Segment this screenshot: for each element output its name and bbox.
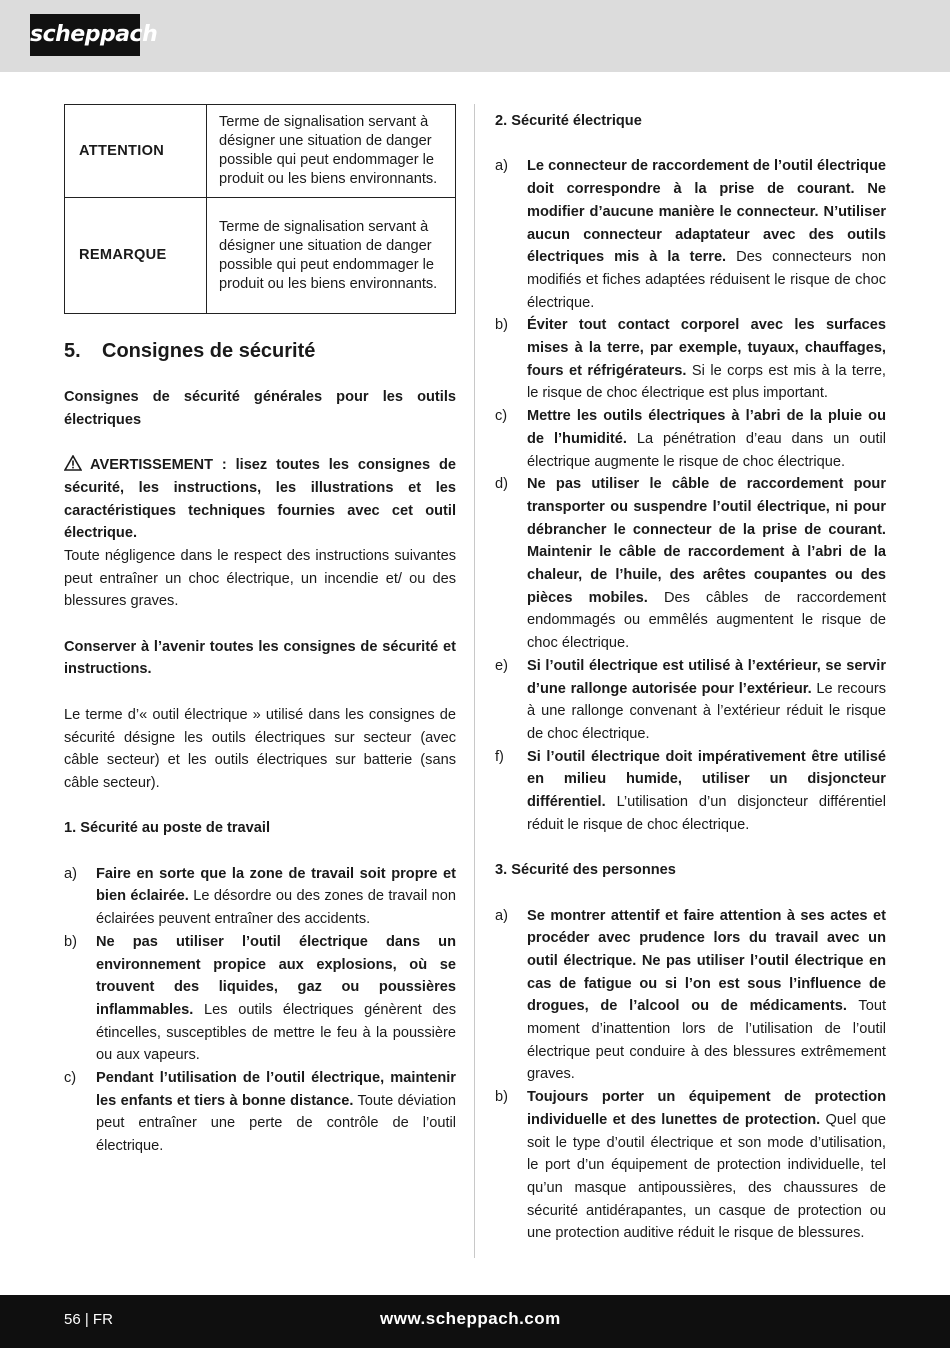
item-bold-text: Si l’outil électrique doit impérativement être utilisé en milieu humide, utiliser un disjoncteur différentiel. — [527, 748, 886, 811]
item-label: f) — [495, 748, 504, 765]
item-bold-text: Ne pas utiliser l’outil électrique dans un environnement propice aux explosions, où se trouvent des liquides, gaz ou poussières inflammables. — [96, 933, 456, 1018]
general-safety-heading: Consignes de sécurité générales pour les outils électriques — [64, 389, 456, 428]
website-link[interactable]: www.scheppach.com — [380, 1309, 561, 1328]
item-text — [527, 155, 886, 314]
signal-word-table — [64, 104, 456, 314]
item-bold-text: Éviter tout contact corporel avec les surfaces mises à la terre, par exemple, tuyaux, chauffages, fours et réfrigérateurs. — [527, 317, 886, 379]
item-text — [527, 746, 886, 837]
item-plain-text: Si le corps est mis à la terre, le risque de choc électrique est plus important. — [527, 362, 886, 402]
item-text — [96, 1067, 456, 1158]
list-item — [495, 655, 886, 746]
item-bold-text: Se montrer attentif et faire attention à ses actes et procéder avec prudence lors du travail avec un outil électrique. Ne pas utiliser l’outil électrique en cas de fatigue ou si l’on est sous l’influence de drogues, de l’alcool ou de médicaments. — [527, 907, 886, 1015]
subsection-heading: 1. Sécurité au poste de travail — [64, 820, 271, 837]
list-item — [495, 746, 886, 837]
item-label: b) — [495, 317, 508, 334]
item-plain-text: Le désordre ou des zones de travail non éclairées peuvent entraîner des accidents. — [96, 888, 457, 928]
item-plain-text: L’utilisation d’un disjoncteur différentiel réduit le risque de choc électrique. — [527, 794, 886, 833]
item-text — [527, 473, 886, 655]
right-column — [495, 104, 886, 1245]
left-column — [64, 104, 456, 1158]
list-item — [495, 405, 886, 473]
section-title: Consignes de sécurité — [102, 340, 316, 362]
signal-term: REMARQUE — [65, 198, 207, 314]
item-label: d) — [495, 476, 508, 493]
item-label: a) — [495, 907, 508, 924]
item-bold-text: Pendant l’utilisation de l’outil électrique, maintenir les enfants et tiers à bonne distance. — [96, 1070, 456, 1109]
warning-paragraph — [64, 454, 456, 545]
signal-term: ATTENTION — [65, 105, 207, 198]
signal-description: Terme de signalisation servant à désigner une situation de danger possible qui peut endommager le produit ou les biens environnants. — [207, 198, 456, 314]
item-bold-text: Ne pas utiliser le câble de raccordement pour transporter ou suspendre l’outil électrique, ni pour débrancher le connecteur de la prise de courant. Maintenir le câble de raccordement à l’abri de la chaleur, de l’huile, des arêtes coupantes ou des pièces mobiles. — [527, 476, 886, 606]
item-plain-text: La pénétration d’eau dans un outil électrique augmente le risque de choc électrique. — [527, 430, 886, 470]
item-bold-text: Faire en sorte que la zone de travail soit propre et bien éclairée. — [96, 865, 456, 905]
list-item — [64, 931, 456, 1067]
list-item — [495, 905, 886, 1087]
subsection-heading: 2. Sécurité électrique — [495, 113, 642, 129]
signal-description: Terme de signalisation servant à désigner une situation de danger possible qui peut endommager le produit ou les biens environnants. — [207, 105, 456, 198]
section-number: 5. — [64, 340, 81, 362]
item-plain-text: Quel que soit le type d’outil électrique et son mode d’utilisation, le port d’un équipement de protection individuelle, tel qu’un masque antipoussières, des chaussures de sécurité antidérapantes, un casque de protection ou une protection auditive réduit le risque de blessures. — [527, 1111, 886, 1242]
item-text — [527, 314, 886, 405]
warning-bold-text: AVERTISSEMENT : lisez toutes les consignes de sécurité, les instructions, les illustrations et les caractéristiques techniques fournies avec cet outil électrique. — [64, 457, 456, 542]
page-header — [0, 0, 950, 72]
item-plain-text: Des câbles de raccordement endommagés ou emmêlés augmentent le risque de choc électrique. — [527, 589, 886, 652]
section-heading — [64, 338, 456, 364]
item-text — [527, 655, 886, 746]
item-plain-text: Des connecteurs non modifiés et fiches adaptées réduisent le risque de choc électrique. — [527, 249, 887, 311]
warning-text: Toute négligence dans le respect des instructions suivantes peut entraîner un choc électrique, un incendie et/ ou des blessures graves. — [64, 547, 456, 610]
item-label: c) — [64, 1070, 77, 1087]
page-number: 56 | FR — [64, 1311, 113, 1328]
item-text — [96, 931, 456, 1067]
item-plain-text: Les outils électriques génèrent des étincelles, susceptibles de mettre le feu à la poussière ou aux vapeurs. — [96, 1001, 456, 1064]
warning-triangle-icon — [64, 455, 82, 471]
term-definition: Le terme d’« outil électrique » utilisé dans les consignes de sécurité désigne les outils électriques sur secteur (avec câble secteur) et les outils électriques sur batterie (sans câble secteur). — [64, 706, 456, 791]
item-label: b) — [495, 1089, 508, 1106]
keep-instructions: Conserver à l’avenir toutes les consignes de sécurité et instructions. — [64, 638, 456, 678]
item-text — [527, 405, 886, 473]
subsection-heading: 3. Sécurité des personnes — [495, 862, 676, 879]
item-bold-text: Mettre les outils électriques à l’abri de la pluie ou de l’humidité. — [527, 408, 886, 447]
item-bold-text: Le connecteur de raccordement de l’outil électrique doit correspondre à la prise de courant. Ne modifier d’aucune manière le connecteur. N’utiliser aucun connecteur adaptateur avec des outils électriques mis à la terre. — [527, 158, 886, 266]
item-plain-text: Tout moment d’inattention lors de l’utilisation de l’outil électrique peut conduire à des blessures extrêmement graves. — [527, 998, 886, 1083]
column-divider — [474, 104, 475, 1258]
item-label: b) — [64, 933, 77, 950]
scheppach-logo: scheppach — [30, 14, 140, 56]
item-text — [527, 905, 886, 1087]
item-text — [96, 863, 456, 931]
item-label: a) — [495, 158, 508, 175]
item-label: c) — [495, 408, 508, 425]
item-label: a) — [64, 865, 77, 882]
list-item — [495, 155, 886, 314]
list-item — [495, 473, 886, 655]
table-row — [65, 198, 456, 314]
item-bold-text: Si l’outil électrique est utilisé à l’extérieur, se servir d’une rallonge autorisée pour l’extérieur. — [527, 657, 886, 697]
list-item — [64, 863, 456, 931]
item-label: e) — [495, 657, 508, 674]
item-plain-text: Toute déviation peut entraîner une perte de contrôle de l’outil électrique. — [96, 1092, 456, 1155]
list-item — [495, 1086, 886, 1245]
page-footer — [0, 1295, 950, 1348]
item-text — [527, 1086, 886, 1245]
list-item — [64, 1067, 456, 1158]
list-item — [495, 314, 886, 405]
item-plain-text: Le recours à une rallonge convenant à l’extérieur réduit le risque de choc électrique. — [527, 680, 886, 742]
table-row — [65, 105, 456, 198]
item-bold-text: Toujours porter un équipement de protection individuelle et des lunettes de protection. — [527, 1089, 886, 1128]
